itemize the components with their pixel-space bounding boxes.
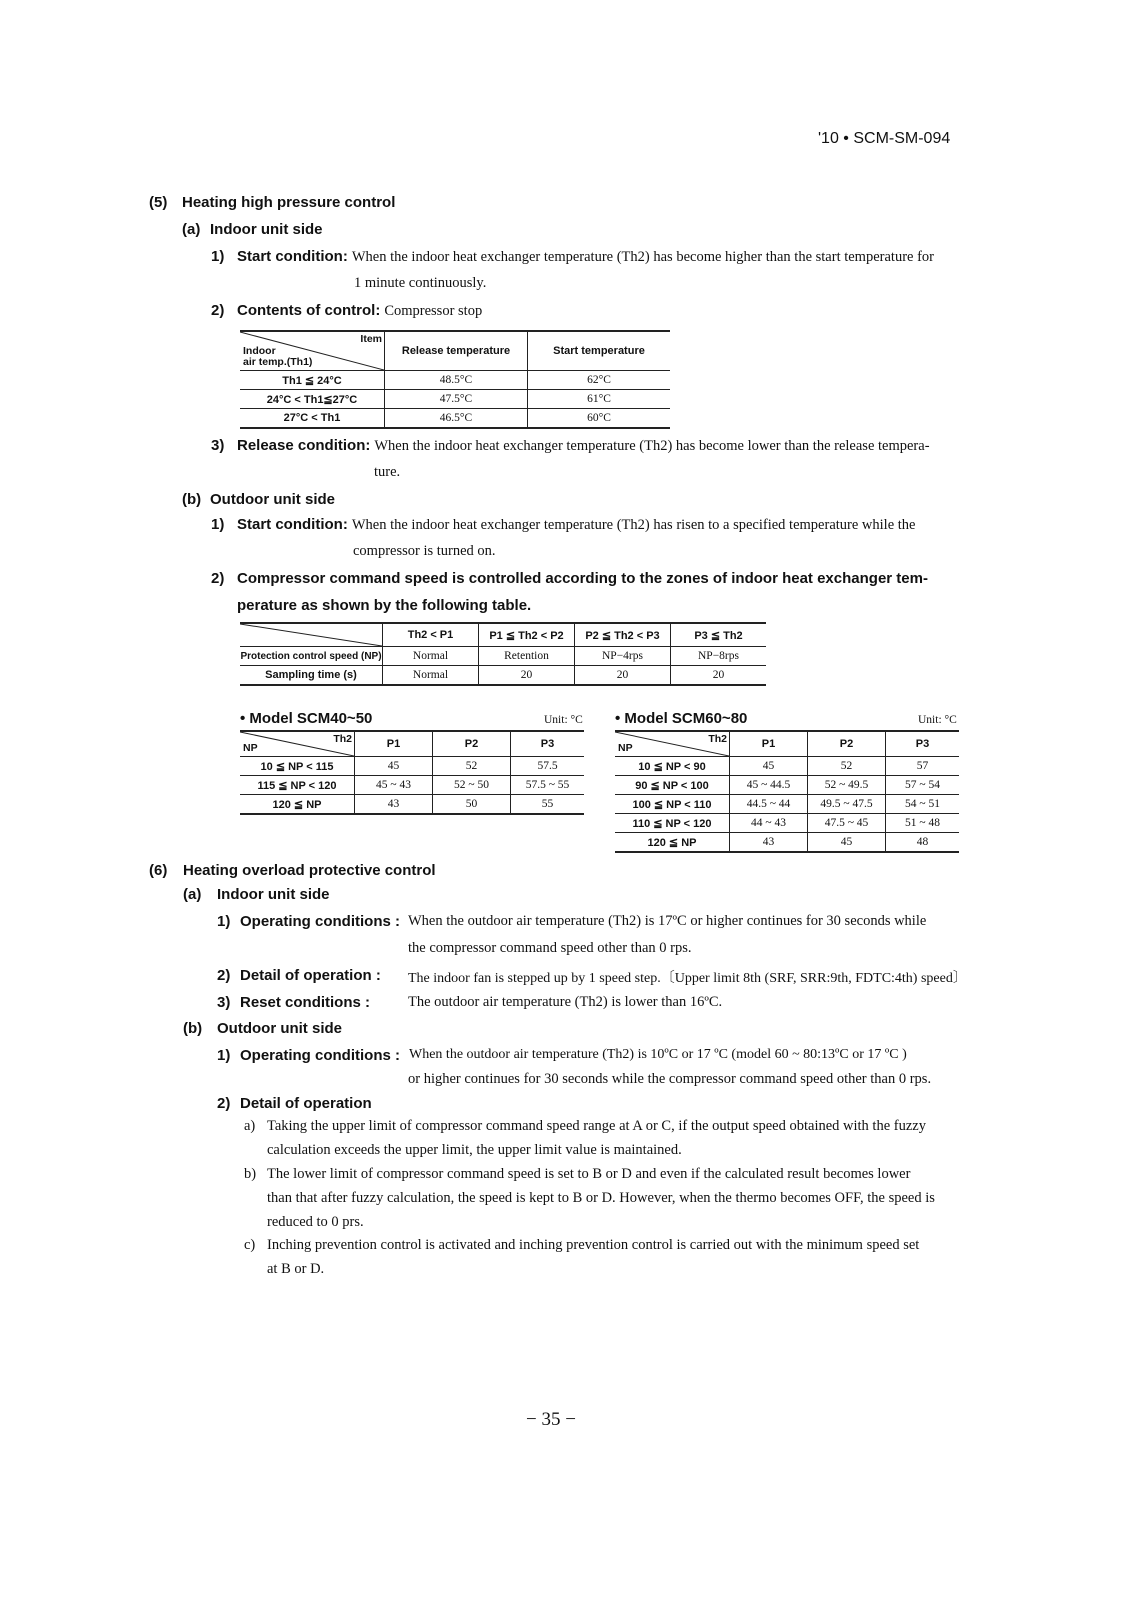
row-label: Protection control speed (NP): [240, 647, 383, 666]
cell: 57: [916, 760, 929, 772]
model-2-title: • Model SCM60~80: [615, 710, 748, 727]
section-5b-label: (b): [182, 491, 202, 508]
corner-bottom-label: NP: [243, 742, 258, 754]
sub-item-text: The lower limit of compressor command speed is set to B or D and even if the calculated result becomes lower: [267, 1166, 911, 1182]
table-corner-cell: [240, 331, 385, 371]
cell: 43: [730, 833, 808, 853]
model-2-table: [615, 730, 959, 853]
table-row: [240, 776, 584, 795]
column-header: P2: [808, 731, 886, 757]
section-6b-title: Outdoor unit side: [217, 1020, 342, 1037]
item-number: 2): [211, 302, 225, 319]
item-number: 1): [211, 248, 225, 265]
cell: 46.5°C: [385, 409, 528, 429]
item-number: 3): [217, 994, 231, 1011]
row-label: 100 ≦ NP < 110: [615, 795, 730, 814]
item-label: Operating conditions :: [240, 913, 400, 930]
cell: Retention: [479, 647, 575, 666]
document-id: '10 • SCM-SM-094: [818, 130, 951, 147]
column-header: P1: [355, 731, 433, 757]
section-6b-label: (b): [183, 1020, 203, 1037]
section-5a-title: Indoor unit side: [210, 221, 323, 238]
item-label: Operating conditions :: [240, 1047, 400, 1064]
table-row: [615, 833, 959, 853]
model-1-title: • Model SCM40~50: [240, 710, 373, 727]
sub-item-text: Inching prevention control is activated and inching prevention control is carried out with the minimum speed set: [267, 1237, 920, 1253]
table-corner-cell: [615, 731, 730, 757]
page-number: − 35 −: [526, 1409, 576, 1430]
column-header: Th2 < P1: [383, 623, 479, 647]
cell: 52 ~ 50: [433, 776, 511, 795]
cell: 60°C: [587, 412, 611, 424]
row-label: 10 ≦ NP < 90: [615, 757, 730, 776]
column-header: Start temperature: [553, 345, 645, 357]
item-label: Start condition:: [237, 516, 348, 533]
item-label: Reset conditions :: [240, 994, 371, 1011]
sub-item-letter: b): [244, 1166, 257, 1182]
column-header: P1: [730, 731, 808, 757]
item-label: Detail of operation :: [240, 967, 381, 984]
cell: 61°C: [587, 393, 611, 405]
model-1-table: [240, 730, 584, 815]
item-text: When the outdoor air temperature (Th2) is 17ºC or higher continues for 30 seconds while: [408, 913, 927, 929]
column-header: P2 ≦ Th2 < P3: [575, 623, 671, 647]
row-label: 90 ≦ NP < 100: [615, 776, 730, 795]
row-label: 10 ≦ NP < 115: [240, 757, 355, 776]
model-2-unit: Unit: °C: [918, 714, 957, 726]
section-5a-label: (a): [182, 221, 201, 238]
table-row: [615, 776, 959, 795]
item-number: 2): [211, 570, 225, 587]
sub-item-text: calculation exceeds the upper limit, the upper limit value is maintained.: [267, 1142, 682, 1158]
item-number: 3): [211, 437, 225, 454]
cell: Normal: [383, 647, 479, 666]
item-number: 2): [217, 967, 231, 984]
item-number: 1): [217, 913, 231, 930]
cell: 20: [479, 666, 575, 686]
item-text-continued: the compressor command speed other than 0 rps.: [408, 940, 692, 956]
cell: 45 ~ 44.5: [730, 776, 808, 795]
column-header: P2: [433, 731, 511, 757]
row-label: 120 ≦ NP: [615, 833, 730, 853]
start-condition-line: [237, 248, 934, 266]
item-text: The outdoor air temperature (Th2) is lower than 16ºC.: [408, 994, 723, 1010]
item-text: When the indoor heat exchanger temperature (Th2) has become higher than the start temperature for: [351, 249, 934, 265]
cell: 47.5°C: [385, 390, 528, 409]
column-header: P3: [540, 738, 555, 750]
cell: 49.5 ~ 47.5: [808, 795, 886, 814]
release-condition-line: [237, 437, 930, 455]
item-text: Compressor stop: [384, 303, 483, 319]
table-row: [240, 371, 670, 390]
item-text-continued: or higher continues for 30 seconds while the compressor command speed other than 0 rps.: [408, 1071, 932, 1087]
cell: Normal: [383, 666, 479, 686]
cell: 52 ~ 49.5: [808, 776, 886, 795]
item-text-continued: compressor is turned on.: [353, 543, 496, 559]
item-label: Start condition:: [237, 248, 348, 265]
section-6-number: (6): [149, 862, 168, 879]
cell: 57.5 ~ 55: [525, 779, 570, 791]
table-row: [240, 409, 670, 429]
table-row: [615, 757, 959, 776]
corner-bottom-label: Indoor air temp.(Th1): [243, 345, 313, 368]
cell: 20: [712, 669, 725, 681]
table-row: [240, 757, 584, 776]
start-condition-line: [237, 516, 915, 534]
sub-item-text: at B or D.: [267, 1261, 325, 1277]
cell: 43: [355, 795, 433, 815]
cell: 52: [808, 757, 886, 776]
column-header: Release temperature: [385, 331, 528, 371]
sub-item-text: reduced to 0 prs.: [267, 1214, 364, 1230]
cell: 48: [916, 836, 929, 848]
temperature-table: [240, 330, 670, 429]
cell: 45: [808, 833, 886, 853]
item-label: Detail of operation: [240, 1095, 372, 1112]
sub-item-letter: a): [244, 1118, 256, 1134]
row-label: 110 ≦ NP < 120: [615, 814, 730, 833]
cell: NP−4rps: [575, 647, 671, 666]
contents-of-control-line: [237, 302, 482, 320]
cell: 62°C: [587, 374, 611, 386]
speed-zone-table: [240, 622, 766, 686]
cell: 47.5 ~ 45: [808, 814, 886, 833]
sub-item-text: Taking the upper limit of compressor command speed range at A or C, if the output speed obtained with the fuzzy: [267, 1118, 926, 1134]
item-number: 1): [217, 1047, 231, 1064]
item-text: When the outdoor air temperature (Th2) is 10ºC or 17 ºC (model 60 ~ 80:13ºC or 17 ºC ): [409, 1047, 907, 1062]
row-label: Sampling time (s): [240, 666, 383, 686]
table-corner-cell: [240, 731, 355, 757]
cell: 45 ~ 43: [355, 776, 433, 795]
corner-top-label: Th2: [333, 733, 352, 745]
table-row: [240, 647, 766, 666]
item-text: The indoor fan is stepped up by 1 speed step.〔Upper limit 8th (SRF, SRR:9th, FDTC:4th) speed〕: [408, 971, 967, 986]
row-label: 115 ≦ NP < 120: [240, 776, 355, 795]
cell: 20: [575, 666, 671, 686]
cell: 51 ~ 48: [905, 817, 940, 829]
cell: NP−8rps: [698, 650, 739, 662]
cell: 57 ~ 54: [905, 779, 940, 791]
item-label: Release condition:: [237, 437, 371, 454]
row-label: Th1 ≦ 24°C: [240, 371, 385, 390]
item-number: 2): [217, 1095, 231, 1112]
cell: 44 ~ 43: [730, 814, 808, 833]
section-5b-title: Outdoor unit side: [210, 491, 335, 508]
section-6a-label: (a): [183, 886, 202, 903]
column-header: P3 ≦ Th2: [694, 629, 743, 642]
table-row: [240, 666, 766, 686]
item-text-continued: ture.: [374, 464, 401, 480]
item-bold-text: Compressor command speed is controlled according to the zones of indoor heat exchanger tem-: [237, 570, 928, 587]
table-corner-cell: [240, 623, 383, 647]
item-text: When the indoor heat exchanger temperature (Th2) has become lower than the release tempera-: [374, 438, 930, 454]
column-header: P1 ≦ Th2 < P2: [479, 623, 575, 647]
section-6-title: Heating overload protective control: [183, 862, 436, 879]
item-text-continued: 1 minute continuously.: [354, 275, 487, 291]
row-label: 120 ≦ NP: [240, 795, 355, 815]
cell: 45: [730, 757, 808, 776]
cell: 55: [541, 798, 554, 810]
cell: 52: [433, 757, 511, 776]
cell: 57.5: [537, 760, 558, 772]
cell: 44.5 ~ 44: [730, 795, 808, 814]
row-label: 24°C < Th1≦27°C: [240, 390, 385, 409]
corner-top-label: Th2: [708, 733, 727, 745]
column-header: P3: [915, 738, 930, 750]
item-text: When the indoor heat exchanger temperature (Th2) has risen to a specified temperature while the: [351, 517, 916, 533]
table-row: [240, 795, 584, 815]
cell: 50: [433, 795, 511, 815]
item-bold-text-continued: perature as shown by the following table.: [237, 597, 532, 614]
cell: 45: [355, 757, 433, 776]
model-1-unit: Unit: °C: [544, 714, 583, 726]
section-5-number: (5): [149, 194, 168, 211]
table-row: [615, 814, 959, 833]
section-5-title: Heating high pressure control: [182, 194, 396, 211]
item-label: Contents of control:: [237, 302, 381, 319]
section-6a-title: Indoor unit side: [217, 886, 330, 903]
corner-top-label: Item: [360, 333, 382, 345]
item-number: 1): [211, 516, 225, 533]
cell: 48.5°C: [385, 371, 528, 390]
corner-bottom-label: NP: [618, 742, 633, 754]
sub-item-text: than that after fuzzy calculation, the speed is kept to B or D. However, when the thermo becomes OFF, the speed is: [267, 1190, 935, 1206]
sub-item-letter: c): [244, 1237, 256, 1253]
table-row: [240, 390, 670, 409]
cell: 54 ~ 51: [905, 798, 940, 810]
row-label: 27°C < Th1: [240, 409, 385, 429]
table-row: [615, 795, 959, 814]
